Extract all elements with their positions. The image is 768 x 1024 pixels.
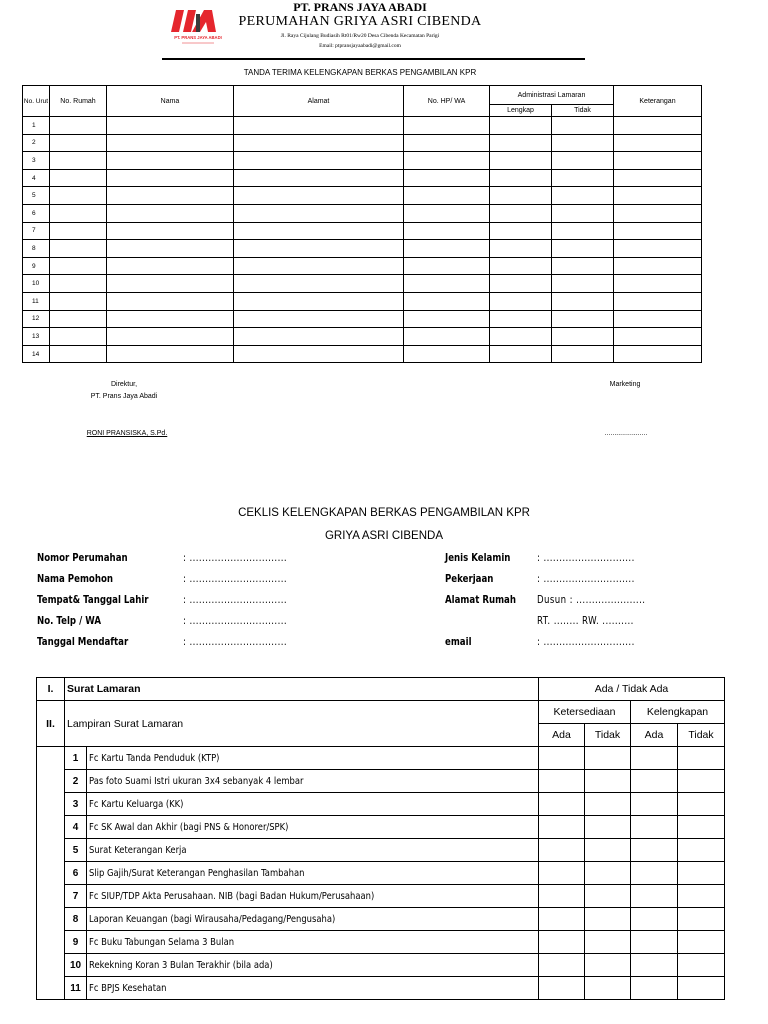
row-number: 8	[23, 240, 50, 258]
item-label-cell	[87, 885, 539, 908]
receipt-cell[interactable]	[552, 345, 614, 363]
ketersediaan-ada-checkbox[interactable]	[539, 770, 585, 793]
kelengkapan-ada-checkbox[interactable]	[631, 839, 678, 862]
ketersediaan-ada-checkbox[interactable]	[539, 793, 585, 816]
checklist-item-row	[37, 908, 725, 931]
row-number: 10	[23, 275, 50, 293]
field-value[interactable]: : .............................	[537, 573, 635, 585]
receipt-cell[interactable]	[404, 275, 490, 293]
ketersediaan-tidak-checkbox[interactable]	[585, 954, 631, 977]
section1-label: Surat Lamaran	[65, 678, 539, 701]
receipt-cell[interactable]	[404, 117, 490, 135]
logo-text: PT. PRANS JAYA ABADI	[174, 35, 222, 40]
row-number: 7	[23, 222, 50, 240]
receipt-cell[interactable]	[234, 169, 404, 187]
field-label: email	[445, 636, 472, 648]
header-no-rumah: No. Rumah	[50, 86, 107, 117]
receipt-row	[23, 240, 702, 258]
row-number: 4	[23, 169, 50, 187]
receipt-cell[interactable]	[404, 345, 490, 363]
kelengkapan-tidak-checkbox[interactable]	[678, 770, 725, 793]
item-label: Pas foto Suami Istri ukuran 3x4 sebanyak 4 lembar	[89, 775, 304, 787]
receipt-row	[23, 292, 702, 310]
item-number: 8	[65, 908, 87, 931]
receipt-cell[interactable]	[234, 204, 404, 222]
item-label: Fc Kartu Tanda Penduduk (KTP)	[89, 752, 220, 764]
ketersediaan-ada-checkbox[interactable]	[539, 931, 585, 954]
receipt-cell[interactable]	[107, 222, 234, 240]
receipt-cell[interactable]	[552, 310, 614, 328]
receipt-cell[interactable]	[552, 240, 614, 258]
receipt-row	[23, 328, 702, 346]
receipt-cell[interactable]	[552, 134, 614, 152]
receipt-cell[interactable]	[50, 117, 107, 135]
receipt-cell[interactable]	[50, 204, 107, 222]
receipt-cell[interactable]	[404, 222, 490, 240]
receipt-row	[23, 310, 702, 328]
receipt-row	[23, 134, 702, 152]
receipt-cell[interactable]	[490, 152, 552, 170]
field-value[interactable]: : ...............................	[183, 552, 288, 564]
receipt-cell[interactable]	[404, 240, 490, 258]
receipt-cell[interactable]	[490, 328, 552, 346]
receipt-cell[interactable]	[614, 222, 702, 240]
kelengkapan-tidak-checkbox[interactable]	[678, 747, 725, 770]
receipt-cell[interactable]	[50, 275, 107, 293]
kelengkapan-ada-checkbox[interactable]	[631, 885, 678, 908]
checklist-item-row	[37, 977, 725, 1000]
field-label: Alamat Rumah	[445, 594, 516, 606]
receipt-cell[interactable]	[552, 169, 614, 187]
header-alamat: Alamat	[234, 86, 404, 117]
ketersediaan-tidak-checkbox[interactable]	[585, 770, 631, 793]
receipt-cell[interactable]	[614, 240, 702, 258]
item-number: 1	[65, 747, 87, 770]
receipt-cell[interactable]	[107, 292, 234, 310]
receipt-cell[interactable]	[614, 117, 702, 135]
field-value[interactable]: : .............................	[537, 552, 635, 564]
receipt-cell[interactable]	[107, 257, 234, 275]
item-label-cell	[87, 931, 539, 954]
item-label-cell	[87, 793, 539, 816]
item-label-cell	[87, 977, 539, 1000]
receipt-cell[interactable]	[107, 169, 234, 187]
checklist-subtitle: GRIYA ASRI CIBENDA	[324, 530, 443, 542]
receipt-cell[interactable]	[490, 134, 552, 152]
kelengkapan-ada-checkbox[interactable]	[631, 931, 678, 954]
receipt-cell[interactable]	[490, 117, 552, 135]
kelengkapan-tidak-checkbox[interactable]	[678, 839, 725, 862]
receipt-cell[interactable]	[614, 152, 702, 170]
receipt-cell[interactable]	[107, 275, 234, 293]
header-administrasi: Administrasi Lamaran	[490, 86, 614, 105]
kelengkapan-tidak-checkbox[interactable]	[678, 977, 725, 1000]
receipt-cell[interactable]	[50, 292, 107, 310]
checklist-item-row	[37, 862, 725, 885]
receipt-row	[23, 204, 702, 222]
item-indent-cell	[37, 747, 65, 1000]
header-lengkap: Lengkap	[490, 105, 552, 117]
receipt-cell[interactable]	[490, 204, 552, 222]
kelengkapan-tidak-checkbox[interactable]	[678, 862, 725, 885]
kelengkapan-ada-checkbox[interactable]	[631, 747, 678, 770]
ada-tidak-ada-header: Ada / Tidak Ada	[539, 678, 725, 701]
field-label: Tempat& Tanggal Lahir	[37, 594, 149, 606]
receipt-row	[23, 275, 702, 293]
receipt-cell[interactable]	[107, 204, 234, 222]
receipt-cell[interactable]	[490, 222, 552, 240]
receipt-row	[23, 117, 702, 135]
section2-number: II.	[37, 701, 65, 747]
row-number: 14	[23, 345, 50, 363]
receipt-cell[interactable]	[107, 134, 234, 152]
item-label-cell	[87, 816, 539, 839]
kelengkapan-header: Kelengkapan	[631, 701, 725, 724]
receipt-cell[interactable]	[614, 257, 702, 275]
company-address: Jl. Raya Cijulang Budiasih Rt01/Rw20 Desa Cibenda Kecamatan Parigi	[280, 33, 440, 39]
receipt-cell[interactable]	[614, 328, 702, 346]
ketersediaan-tidak-checkbox[interactable]	[585, 793, 631, 816]
ketersediaan-ada-checkbox[interactable]	[539, 954, 585, 977]
receipt-cell[interactable]	[490, 169, 552, 187]
ketersediaan-tidak-checkbox[interactable]	[585, 908, 631, 931]
receipt-cell[interactable]	[552, 275, 614, 293]
ketersediaan-tidak-checkbox[interactable]	[585, 931, 631, 954]
receipt-cell[interactable]	[552, 292, 614, 310]
receipt-cell[interactable]	[490, 292, 552, 310]
director-role: Direktur,	[110, 381, 138, 388]
receipt-cell[interactable]	[404, 187, 490, 205]
receipt-cell[interactable]	[614, 275, 702, 293]
ketersediaan-tidak-checkbox[interactable]	[585, 885, 631, 908]
receipt-cell[interactable]	[404, 152, 490, 170]
field-label: Pekerjaan	[445, 573, 494, 585]
receipt-cell[interactable]	[404, 328, 490, 346]
header-no-urut: No. Urut	[23, 86, 50, 117]
receipt-cell[interactable]	[50, 328, 107, 346]
checklist-item-row	[37, 816, 725, 839]
section1-number: I.	[37, 678, 65, 701]
ketersediaan-tidak-checkbox[interactable]	[585, 977, 631, 1000]
receipt-cell[interactable]	[404, 204, 490, 222]
row-number: 9	[23, 257, 50, 275]
receipt-row	[23, 345, 702, 363]
company-logo	[168, 8, 228, 50]
receipt-cell[interactable]	[50, 345, 107, 363]
receipt-cell[interactable]	[107, 345, 234, 363]
ketersediaan-ada-checkbox[interactable]	[539, 816, 585, 839]
receipt-table	[22, 85, 702, 363]
header-no-hp: No. HP/ WA	[404, 86, 490, 117]
receipt-cell[interactable]	[614, 292, 702, 310]
item-number: 6	[65, 862, 87, 885]
receipt-cell[interactable]	[234, 134, 404, 152]
receipt-cell[interactable]	[234, 222, 404, 240]
receipt-cell[interactable]	[552, 117, 614, 135]
field-value[interactable]: : ...............................	[183, 573, 288, 585]
receipt-cell[interactable]	[50, 187, 107, 205]
field-value[interactable]: Dusun : ......................	[537, 594, 646, 606]
director-company: PT. Prans Jaya Abadi	[90, 393, 158, 400]
receipt-cell[interactable]	[552, 187, 614, 205]
receipt-row	[23, 257, 702, 275]
ketersediaan-tidak-header: Tidak	[585, 724, 631, 747]
receipt-cell[interactable]	[404, 169, 490, 187]
marketing-signature-line: ......................	[604, 430, 648, 437]
item-number: 10	[65, 954, 87, 977]
ketersediaan-ada-header: Ada	[539, 724, 585, 747]
row-number: 1	[23, 117, 50, 135]
receipt-cell[interactable]	[234, 275, 404, 293]
kelengkapan-tidak-header: Tidak	[678, 724, 725, 747]
kelengkapan-ada-checkbox[interactable]	[631, 770, 678, 793]
receipt-cell[interactable]	[490, 187, 552, 205]
ketersediaan-tidak-checkbox[interactable]	[585, 816, 631, 839]
receipt-cell[interactable]	[234, 345, 404, 363]
checklist-item-row	[37, 747, 725, 770]
item-number: 9	[65, 931, 87, 954]
field-label: Nama Pemohon	[37, 573, 114, 585]
director-name: RONI PRANSISKA, S.Pd.	[86, 430, 168, 437]
item-number: 5	[65, 839, 87, 862]
item-label-cell	[87, 839, 539, 862]
receipt-cell[interactable]	[50, 222, 107, 240]
receipt-cell[interactable]	[614, 169, 702, 187]
receipt-cell[interactable]	[552, 222, 614, 240]
checklist-item-row	[37, 839, 725, 862]
receipt-cell[interactable]	[614, 310, 702, 328]
header-keterangan: Keterangan	[614, 86, 702, 117]
receipt-cell[interactable]	[107, 328, 234, 346]
ketersediaan-header: Ketersediaan	[539, 701, 631, 724]
receipt-cell[interactable]	[490, 310, 552, 328]
checklist-item-row	[37, 954, 725, 977]
item-number: 4	[65, 816, 87, 839]
receipt-cell[interactable]	[614, 204, 702, 222]
receipt-row	[23, 187, 702, 205]
item-number: 3	[65, 793, 87, 816]
kelengkapan-ada-header: Ada	[631, 724, 678, 747]
receipt-cell[interactable]	[552, 328, 614, 346]
housing-name: PERUMAHAN GRIYA ASRI CIBENDA	[238, 14, 482, 29]
kelengkapan-tidak-checkbox[interactable]	[678, 908, 725, 931]
kelengkapan-ada-checkbox[interactable]	[631, 977, 678, 1000]
receipt-cell[interactable]	[234, 328, 404, 346]
item-label: Fc SK Awal dan Akhir (bagi PNS & Honorer/SPK)	[89, 821, 289, 833]
item-label-cell	[87, 862, 539, 885]
marketing-role: Marketing	[609, 381, 641, 388]
receipt-cell[interactable]	[50, 134, 107, 152]
receipt-row	[23, 169, 702, 187]
receipt-cell[interactable]	[50, 169, 107, 187]
checklist-table	[36, 677, 725, 1000]
kelengkapan-tidak-checkbox[interactable]	[678, 793, 725, 816]
checklist-item-row	[37, 793, 725, 816]
ketersediaan-ada-checkbox[interactable]	[539, 747, 585, 770]
row-number: 6	[23, 204, 50, 222]
ketersediaan-tidak-checkbox[interactable]	[585, 747, 631, 770]
field-value[interactable]: : ...............................	[183, 615, 288, 627]
item-label-cell	[87, 770, 539, 793]
receipt-cell[interactable]	[234, 257, 404, 275]
field-label: Jenis Kelamin	[445, 552, 511, 564]
receipt-cell[interactable]	[234, 187, 404, 205]
receipt-cell[interactable]	[404, 257, 490, 275]
item-label: Slip Gajih/Surat Keterangan Penghasilan Tambahan	[89, 867, 305, 879]
receipt-cell[interactable]	[107, 187, 234, 205]
ketersediaan-ada-checkbox[interactable]	[539, 885, 585, 908]
field-label: Nomor Perumahan	[37, 552, 128, 564]
receipt-cell[interactable]	[490, 240, 552, 258]
receipt-cell[interactable]	[234, 310, 404, 328]
item-label: Fc Kartu Keluarga (KK)	[89, 798, 184, 810]
receipt-cell[interactable]	[552, 204, 614, 222]
ketersediaan-ada-checkbox[interactable]	[539, 977, 585, 1000]
kelengkapan-ada-checkbox[interactable]	[631, 793, 678, 816]
field-value[interactable]: : ...............................	[183, 636, 288, 648]
item-label: Surat Keterangan Kerja	[89, 844, 187, 856]
receipt-cell[interactable]	[614, 187, 702, 205]
receipt-cell[interactable]	[490, 275, 552, 293]
company-email: Email: ptpransjayaabadi@gmail.com	[319, 43, 401, 49]
kelengkapan-ada-checkbox[interactable]	[631, 862, 678, 885]
receipt-cell[interactable]	[234, 117, 404, 135]
field-value[interactable]: : .............................	[537, 636, 635, 648]
ketersediaan-ada-checkbox[interactable]	[539, 908, 585, 931]
receipt-cell[interactable]	[50, 310, 107, 328]
receipt-cell[interactable]	[404, 310, 490, 328]
receipt-cell[interactable]	[552, 257, 614, 275]
kelengkapan-ada-checkbox[interactable]	[631, 816, 678, 839]
receipt-cell[interactable]	[50, 257, 107, 275]
item-label-cell	[87, 954, 539, 977]
receipt-cell[interactable]	[107, 117, 234, 135]
header-divider	[162, 58, 585, 60]
checklist-item-row	[37, 770, 725, 793]
row-number: 5	[23, 187, 50, 205]
field-value[interactable]: RT. ........ RW. ..........	[537, 615, 634, 627]
receipt-cell[interactable]	[234, 240, 404, 258]
receipt-cell[interactable]	[490, 257, 552, 275]
ketersediaan-ada-checkbox[interactable]	[539, 862, 585, 885]
company-name: PT. PRANS JAYA ABADI	[293, 0, 427, 14]
item-label: Fc SIUP/TDP Akta Perusahaan. NIB (bagi Badan Hukum/Perusahaan)	[89, 890, 375, 902]
item-label: Fc BPJS Kesehatan	[89, 982, 167, 994]
receipt-cell[interactable]	[404, 134, 490, 152]
field-label: No. Telp / WA	[37, 615, 101, 627]
kelengkapan-tidak-checkbox[interactable]	[678, 954, 725, 977]
receipt-cell[interactable]	[234, 292, 404, 310]
ketersediaan-ada-checkbox[interactable]	[539, 839, 585, 862]
item-number: 11	[65, 977, 87, 1000]
item-label-cell	[87, 747, 539, 770]
receipt-cell[interactable]	[107, 240, 234, 258]
receipt-cell[interactable]	[614, 345, 702, 363]
item-label-cell	[87, 908, 539, 931]
receipt-cell[interactable]	[107, 152, 234, 170]
header-tidak: Tidak	[552, 105, 614, 117]
ketersediaan-tidak-checkbox[interactable]	[585, 839, 631, 862]
receipt-cell[interactable]	[50, 152, 107, 170]
receipt-cell[interactable]	[107, 310, 234, 328]
receipt-cell[interactable]	[404, 292, 490, 310]
receipt-cell[interactable]	[234, 152, 404, 170]
checklist-item-row	[37, 885, 725, 908]
item-label: Fc Buku Tabungan Selama 3 Bulan	[89, 936, 235, 948]
row-number: 13	[23, 328, 50, 346]
row-number: 12	[23, 310, 50, 328]
row-number: 11	[23, 292, 50, 310]
kelengkapan-ada-checkbox[interactable]	[631, 954, 678, 977]
ketersediaan-tidak-checkbox[interactable]	[585, 862, 631, 885]
receipt-row	[23, 152, 702, 170]
item-number: 2	[65, 770, 87, 793]
receipt-cell[interactable]	[50, 240, 107, 258]
receipt-cell[interactable]	[614, 134, 702, 152]
receipt-row	[23, 222, 702, 240]
field-value[interactable]: : ...............................	[183, 594, 288, 606]
item-label: Laporan Keuangan (bagi Wirausaha/Pedagang/Pengusaha)	[89, 913, 336, 925]
row-number: 3	[23, 152, 50, 170]
field-label: Tanggal Mendaftar	[37, 636, 129, 648]
item-label: Rekekning Koran 3 Bulan Terakhir (bila ada)	[89, 959, 273, 971]
item-number: 7	[65, 885, 87, 908]
header-nama: Nama	[107, 86, 234, 117]
kelengkapan-tidak-checkbox[interactable]	[678, 885, 725, 908]
receipt-title: TANDA TERIMA KELENGKAPAN BERKAS PENGAMBILAN KPR	[243, 68, 477, 77]
receipt-cell[interactable]	[490, 345, 552, 363]
kelengkapan-tidak-checkbox[interactable]	[678, 816, 725, 839]
checklist-title: CEKLIS KELENGKAPAN BERKAS PENGAMBILAN KPR	[238, 507, 530, 519]
checklist-item-row	[37, 931, 725, 954]
kelengkapan-tidak-checkbox[interactable]	[678, 931, 725, 954]
row-number: 2	[23, 134, 50, 152]
receipt-cell[interactable]	[552, 152, 614, 170]
kelengkapan-ada-checkbox[interactable]	[631, 908, 678, 931]
section2-label: Lampiran Surat Lamaran	[65, 701, 539, 747]
